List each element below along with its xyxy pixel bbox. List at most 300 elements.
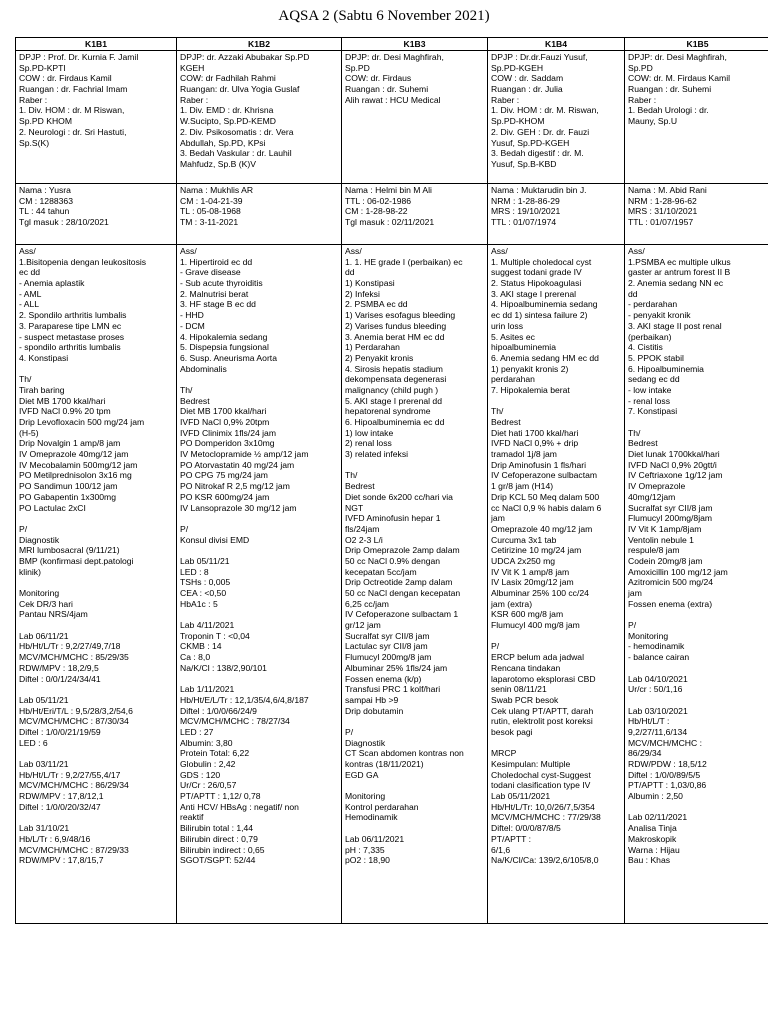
text-line: RDW/PDW : 18,5/12 xyxy=(628,759,707,769)
text-line: Drip Aminofusin 1 fls/hari xyxy=(491,459,587,470)
patient-cell xyxy=(625,184,768,245)
text-line: 2. Div. GEH : Dr. dr. Fauzi xyxy=(491,126,590,137)
text-line: DPJP : Dr.dr.Fauzi Yusuf, xyxy=(491,52,588,62)
text-line: P/ xyxy=(491,641,500,652)
text-line: 4. Hipoalbuminemia sedang xyxy=(491,299,598,310)
text-line: RDW/MPV : 18,2/9,5 xyxy=(19,662,99,673)
text-line: 2. Malnutrisi berat xyxy=(180,288,249,299)
text-line: 3. Anemia berat HM ec dd xyxy=(345,331,445,342)
text-line: malignancy (child pugh ) xyxy=(345,384,439,395)
text-line: RDW/MPV : 17,8/15,7 xyxy=(19,855,104,866)
text-line: Diet hati 1700 kkal/hari xyxy=(491,427,579,438)
text-line: GDS : 120 xyxy=(180,769,221,780)
text-line: 2. Status Hipokoagulasi xyxy=(491,278,582,289)
text-line: (H-5) xyxy=(19,427,39,438)
text-line: 1. Multiple choledocal cyst xyxy=(491,256,592,267)
text-line: Albumin: 3,80 xyxy=(180,737,233,748)
text-line: MRI lumbosacral (9/11/21) xyxy=(19,545,120,556)
text-line: 6. Hipoalbuminemia ec dd xyxy=(345,417,445,427)
text-line xyxy=(19,364,173,375)
text-line: Diftel : 1/0/0/21/19/59 xyxy=(19,726,101,737)
notes-cell xyxy=(625,245,768,924)
text-line: Tgl masuk : 02/11/2021 xyxy=(345,217,435,228)
text-line: urin loss xyxy=(491,320,523,331)
text-line: rutin, elektrolit post koreksi xyxy=(491,716,593,727)
text-line: CM : 1-04-21-39 xyxy=(180,195,243,206)
text-line xyxy=(345,460,484,471)
text-line: Diagnostik xyxy=(345,737,386,748)
text-line: Drip Novalgin 1 amp/8 jam xyxy=(19,438,121,449)
text-line: Bedrest xyxy=(345,481,375,492)
text-line: 3) related infeksi xyxy=(345,449,409,460)
text-line: pH : 7,335 xyxy=(345,844,385,855)
text-line: Nama : M. Abid Rani xyxy=(628,185,707,195)
staff-cell xyxy=(342,51,488,184)
text-line xyxy=(628,802,767,813)
text-line: 1. Hipertiroid ec dd xyxy=(180,256,253,267)
text-line: PO Nitrokaf R 2,5 mg/12 jam xyxy=(180,481,290,492)
text-line: - Anemia aplastik xyxy=(19,278,85,289)
text-line: laparotomo eksplorasi CBD xyxy=(491,673,596,684)
text-line: Flumucyl 200mg/8 jam xyxy=(345,652,432,663)
text-line: 6,25 cc/jam xyxy=(345,598,389,609)
text-line: IV Mecobalamin 500mg/12 jam xyxy=(19,459,138,470)
text-line xyxy=(19,620,173,631)
text-line: 1) penyakit kronis 2) xyxy=(491,363,569,374)
text-line: 5. Asites ec xyxy=(491,331,535,342)
text-line: Bedrest xyxy=(180,395,210,406)
text-line: Nama : Yusra xyxy=(19,185,71,195)
text-line: 7. Hipokalemia berat xyxy=(491,384,570,395)
text-line: perdarahan xyxy=(491,374,535,385)
patient-cell xyxy=(16,184,177,245)
text-line: Kesimpulan: Multiple xyxy=(491,759,571,769)
text-line: Sp.PD-KPTI xyxy=(19,62,66,73)
text-line: Nama : Mukhlis AR xyxy=(180,185,254,195)
text-line xyxy=(180,513,338,524)
text-line: IVFD Aminofusin hepar 1 xyxy=(345,513,441,524)
text-line: COW: dr Fadhilah Rahmi xyxy=(180,73,276,84)
text-line: PO KSR 600mg/24 jam xyxy=(180,491,270,502)
text-line: TTL : 06-02-1986 xyxy=(345,195,412,206)
text-line: Diet sonde 6x200 cc/hari via xyxy=(345,491,453,502)
text-line: CM : 1288363 xyxy=(19,195,73,206)
text-line: 4. Cistitis xyxy=(628,342,663,353)
text-line: Ventolin nebule 1 xyxy=(628,534,694,545)
text-line: TTL : 01/07/1957 xyxy=(628,217,694,228)
text-line: 6/1,6 xyxy=(491,844,511,855)
text-line: MRCP xyxy=(491,748,517,759)
text-line: CKMB : 14 xyxy=(180,641,222,652)
text-line: Ur/cr : 50/1,16 xyxy=(628,684,683,695)
text-line: dd xyxy=(628,288,638,299)
text-line: 2) Varises fundus bleeding xyxy=(345,320,447,331)
text-line: Sucralfat syr CII/8 jam xyxy=(345,630,430,641)
text-line: Ass/ xyxy=(19,246,36,256)
text-line: Hb/Ht/L/Tr : 9,2/27/49,7/18 xyxy=(19,641,121,652)
text-line: MCV/MCH/MCHC : 87/29/33 xyxy=(19,844,129,855)
text-line: DPJP : Prof. Dr. Kurnia F. Jamil xyxy=(19,52,139,62)
text-line xyxy=(180,545,338,556)
text-line xyxy=(491,631,621,642)
text-line: IV Lansoprazole 30 mg/12 jam xyxy=(180,502,297,513)
text-line: Amoxicillin 100 mg/12 jam xyxy=(628,566,728,577)
text-line: 1) Varises esofagus bleeding xyxy=(345,310,456,321)
text-line: Curcuma 3x1 tab xyxy=(491,534,557,545)
text-line: BMP (konfirmasi dept.patologi xyxy=(19,555,134,566)
text-line: Lab 4/11/2021 xyxy=(180,620,235,631)
text-line: Lab 04/10/2021 xyxy=(628,673,688,684)
text-line: 5. PPOK stabil xyxy=(628,352,684,363)
text-line: SGOT/SGPT: 52/44 xyxy=(180,855,256,866)
text-line: Bedrest xyxy=(491,417,521,427)
text-line: Th/ xyxy=(491,406,504,417)
text-line: IVFD NaCl 0,9% 20tpm xyxy=(180,417,270,427)
text-line: - penyakit kronik xyxy=(628,310,691,321)
text-line: IV Cefoperazone sulbactam 1 xyxy=(345,609,459,620)
text-line: Nama : Helmi bin M Ali xyxy=(345,185,432,195)
text-line: IV Omeprazole 40mg/12 jam xyxy=(19,449,129,460)
text-line: - balance cairan xyxy=(628,652,690,663)
text-line: NGT xyxy=(345,502,364,513)
text-line: MCV/MCH/MCHC : 85/29/35 xyxy=(19,652,129,663)
text-line: 3. HF stage B ec dd xyxy=(180,299,256,310)
bed-header: K1B4 xyxy=(488,38,625,51)
text-line: MCV/MCH/MCHC : 78/27/34 xyxy=(180,716,290,727)
text-line xyxy=(345,716,484,727)
text-line xyxy=(19,684,173,695)
text-line: Ass/ xyxy=(345,246,362,256)
text-line: 2) renal loss xyxy=(345,438,392,449)
text-line: Sucralfat syr CII/8 jam xyxy=(628,502,713,513)
text-line: NRM : 1-28-86-29 xyxy=(491,195,560,206)
text-line: Albumin : 2,50 xyxy=(628,791,683,802)
text-line: tramadol 1j/8 jam xyxy=(491,449,557,460)
text-line: Transfusi PRC 1 kolf/hari xyxy=(345,684,441,695)
text-line: Cetirizine 10 mg/24 jam xyxy=(491,545,582,556)
text-line: 5. Dispepsia fungsional xyxy=(180,342,269,353)
text-line: Diet MB 1700 kkal/hari xyxy=(180,406,267,417)
text-line: 1. Div. EMD : dr. Khrisna xyxy=(180,105,274,116)
text-line: Sp.PD-KGEH xyxy=(491,62,544,73)
text-line: 2) Infeksi xyxy=(345,288,380,299)
text-line: Troponin T : <0,04 xyxy=(180,630,250,641)
text-line: PO Sandimun 100/12 jam xyxy=(19,481,118,492)
text-line: LED : 6 xyxy=(19,737,48,748)
text-line: Flumucyl 200mg/8jam xyxy=(628,513,713,524)
text-line: Bilirubin indirect : 0,65 xyxy=(180,844,265,855)
text-line: PO Gabapentin 1x300mg xyxy=(19,491,116,502)
text-line: 1. 1. HE grade I (perbaikan) ec xyxy=(345,256,463,267)
text-line: Bilirubin total : 1,44 xyxy=(180,823,254,834)
text-line xyxy=(19,577,173,588)
text-line: Bilirubin direct : 0,79 xyxy=(180,833,258,844)
text-line: EGD GA xyxy=(345,769,379,780)
text-line: Protein Total: 6,22 xyxy=(180,748,250,759)
text-line: Lab 05/11/21 xyxy=(180,555,230,566)
text-line: KSR 600 mg/8 jam xyxy=(491,609,564,620)
text-line: Analisa Tinja xyxy=(628,823,677,834)
text-line: MCV/MCH/MCHC : xyxy=(628,737,702,748)
text-line: Choledochal cyst-Suggest xyxy=(491,769,591,780)
text-line: KGEH xyxy=(180,62,205,73)
text-line: - renal loss xyxy=(628,395,671,406)
patient-cell xyxy=(177,184,342,245)
page-title: AQSA 2 (Sabtu 6 November 2021) xyxy=(278,8,490,24)
text-line: 1) Konstipasi xyxy=(345,278,395,289)
text-line: Monitoring xyxy=(628,630,669,641)
text-line: Ruangan : dr. Fachrial Imam xyxy=(19,84,128,95)
text-line: Konsul divisi EMD xyxy=(180,534,250,545)
text-line: LED : 27 xyxy=(180,726,214,737)
text-line: 7. Konstipasi xyxy=(628,406,678,417)
text-line xyxy=(180,374,338,385)
text-line: Diftel: 0/0/0/87/8/5 xyxy=(491,823,561,834)
text-line: Sp.PD xyxy=(628,62,653,73)
text-line: Codein 20mg/8 jam xyxy=(628,555,703,566)
text-line: 1. Div. HOM : dr. M. Riswan, xyxy=(491,105,599,116)
text-line: Ruangan : dr. Julia xyxy=(491,84,563,95)
text-line: Cek ulang PT/APTT, darah xyxy=(491,705,594,716)
text-line: cc NaCl 0,9 % habis dalam 6 xyxy=(491,502,602,513)
text-line: Raber : xyxy=(491,94,520,105)
text-line: 50 cc NaCl dengan kecepatan xyxy=(345,588,461,598)
text-line: PO Atorvastatin 40 mg/24 jam xyxy=(180,459,295,470)
text-line: DPJP: dr. Desi Maghfirah, xyxy=(345,52,444,62)
text-line: Th/ xyxy=(628,427,641,438)
text-line: MRS : 19/10/2021 xyxy=(491,206,561,217)
text-line: dd xyxy=(345,267,355,278)
text-line: 86/29/34 xyxy=(628,748,662,759)
text-line: - perdarahan xyxy=(628,299,678,310)
text-line: Rencana tindakan xyxy=(491,662,561,673)
text-line: jam xyxy=(628,588,642,598)
text-line: COW: dr. M. Firdaus Kamil xyxy=(628,73,731,84)
text-line: Th/ xyxy=(180,384,193,395)
text-line: - DCM xyxy=(180,320,205,331)
text-line: 3. AKI stage II post renal xyxy=(628,320,722,331)
text-line: IVFD Clinimix 1fls/24 jam xyxy=(180,427,276,438)
text-line: Hemodinamik xyxy=(345,812,398,823)
text-line: - spondilo arthritis lumbalis xyxy=(19,342,121,353)
text-line: sedang ec dd xyxy=(628,374,680,385)
text-line: PO Lactulac 2xCI xyxy=(19,502,86,513)
text-line: Lab 06/11/2021 xyxy=(345,833,405,844)
text-line xyxy=(628,417,767,428)
text-line: kecepatan 5cc/jam xyxy=(345,566,417,577)
text-line: PT/APTT : xyxy=(491,833,531,844)
text-line: Lab 03/10/2021 xyxy=(628,705,688,716)
text-line: Ca : 8,0 xyxy=(180,652,211,663)
text-line: dekompensata degenerasi xyxy=(345,374,447,385)
text-line: senin 08/11/21 xyxy=(491,684,547,695)
text-line: - AML xyxy=(19,288,42,299)
text-line: respule/8 jam xyxy=(628,545,680,556)
notes-cell xyxy=(342,245,488,924)
text-line: TTL : 01/07/1974 xyxy=(491,217,557,228)
text-line: 1 gr/8 jam (H14) xyxy=(491,481,554,492)
text-line xyxy=(19,812,173,823)
text-line: reaktif xyxy=(180,812,204,823)
text-line: Monitoring xyxy=(19,588,60,598)
text-line: Globulin : 2,42 xyxy=(180,759,236,769)
text-line: PO CPG 75 mg/24 jam xyxy=(180,470,268,481)
text-line: todani clasification type IV xyxy=(491,780,591,791)
header-row xyxy=(16,38,768,51)
text-line: Diftel : 1/0/0/89/5/5 xyxy=(628,769,701,780)
text-line: Hb/Ht/L/T : xyxy=(628,716,670,727)
text-line: Sp.PD-KHOM xyxy=(491,116,545,127)
text-line: pO2 : 18,90 xyxy=(345,855,390,866)
text-line: 3. Paraparese tipe LMN ec xyxy=(19,320,122,331)
text-line: Lab 05/11/21 xyxy=(19,694,69,705)
text-line: MCV/MCH/MCHC : 86/29/34 xyxy=(19,780,129,791)
text-line: Drip Octreotide 2amp dalam xyxy=(345,577,453,588)
notes-cell xyxy=(488,245,625,924)
text-line xyxy=(19,513,173,524)
text-line: IV Vit K 1amp/8jam xyxy=(628,523,702,534)
text-line: Th/ xyxy=(345,470,358,481)
text-line: Raber : xyxy=(628,94,657,105)
text-line: jam (extra) xyxy=(491,598,533,609)
text-line: - hemodinamik xyxy=(628,641,685,652)
text-line: 1.PSMBA ec multiple ulkus xyxy=(628,256,731,267)
text-line: - Grave disease xyxy=(180,267,241,278)
text-line: Lab 03/11/21 xyxy=(19,759,69,769)
text-line: P/ xyxy=(180,523,189,534)
text-line: 9,2/27/11,6/134 xyxy=(628,726,688,737)
text-line: Na/K/Cl/Ca: 139/2,6/105/8,0 xyxy=(491,855,599,866)
bed-header: K1B2 xyxy=(177,38,342,51)
text-line: Diftel : 1/0/0/20/32/47 xyxy=(19,801,101,812)
text-line: Flumucyl 400 mg/8 jam xyxy=(491,620,580,631)
text-line xyxy=(19,748,173,759)
text-line: 5. AKI stage I prerenal dd xyxy=(345,395,442,406)
text-line: 6. Susp. Aneurisma Aorta xyxy=(180,352,277,363)
text-line: (perbaikan) xyxy=(628,331,672,342)
text-line: IVFD NaCl 0,9% + drip xyxy=(491,438,579,449)
text-line: Ur/Cr : 26/0,57 xyxy=(180,780,237,791)
text-line: - low intake xyxy=(628,384,672,395)
bed-header: K1B1 xyxy=(16,38,177,51)
text-line: TM : 3-11-2021 xyxy=(180,217,239,228)
text-line: Azitromicin 500 mg/24 xyxy=(628,577,714,588)
text-line: PT/APTT : 1,12/ 0,78 xyxy=(180,791,261,802)
text-line: - ALL xyxy=(19,299,40,310)
staff-cell xyxy=(625,51,768,184)
text-line: Hb/Ht/L/Tr : 9,2/27/55,4/17 xyxy=(19,769,121,780)
text-line: Ass/ xyxy=(491,246,508,256)
text-line: 6. Anemia sedang HM ec dd xyxy=(491,352,599,363)
text-line: Ass/ xyxy=(628,246,645,256)
text-line: Diet MB 1700 kkal/hari xyxy=(19,395,106,406)
text-line: DPJP: dr. Desi Maghfirah, xyxy=(628,52,727,62)
text-line: MCV/MCH/MCHC : 77/29/38 xyxy=(491,812,601,823)
text-line: besok pagi xyxy=(491,726,533,737)
text-line: P/ xyxy=(19,523,28,534)
text-line: LED : 8 xyxy=(180,566,209,577)
text-line: jam xyxy=(491,513,505,524)
text-line: Lab 06/11/21 xyxy=(19,630,69,641)
text-line: TL : 44 tahun xyxy=(19,206,70,217)
text-line: Cek DR/3 hari xyxy=(19,598,73,609)
text-line: Ruangan: dr. Ulva Yogia Guslaf xyxy=(180,84,300,95)
text-line: UDCA 2x250 mg xyxy=(491,555,556,566)
text-line: 6. Hipoalbuminemia xyxy=(628,363,704,374)
staff-cell xyxy=(16,51,177,184)
text-line: PO Metilprednisolon 3x16 mg xyxy=(19,470,132,481)
text-line: 2. Div. Psikosomatis : dr. Vera xyxy=(180,126,294,137)
text-line xyxy=(180,674,338,685)
text-line: CEA : <0,50 xyxy=(180,588,227,598)
text-line: P/ xyxy=(345,726,354,737)
text-line: Hb/Ht/Eri/T/L : 9,5/28/3,2/54,6 xyxy=(19,705,133,716)
text-line xyxy=(345,780,484,791)
text-line: ec dd xyxy=(19,267,41,278)
text-line: Pantau NRS/4jam xyxy=(19,609,88,620)
text-line: 50 cc NaCl 0.9% dengan xyxy=(345,555,441,566)
staff-cell xyxy=(488,51,625,184)
text-line: 2. Spondilo arthritis lumbalis xyxy=(19,310,127,321)
text-line: Yusuf, Sp.B-KBD xyxy=(491,158,557,169)
text-line: 1) Perdarahan xyxy=(345,342,400,353)
text-line: NRM : 1-28-96-62 xyxy=(628,195,697,206)
notes-row xyxy=(16,245,768,924)
text-line: Hb/L/Tr : 6,9/48/16 xyxy=(19,833,91,844)
text-line xyxy=(345,823,484,834)
text-line: 3. Bedah digestif : dr. M. xyxy=(491,148,584,159)
text-line: 4. Konstipasi xyxy=(19,352,69,363)
text-line: Lab 02/11/2021 xyxy=(628,812,688,823)
text-line: gaster ar antrum forest II B xyxy=(628,267,731,278)
text-line: hepatorenal syndrome xyxy=(345,406,431,417)
text-line: Drip Levofloxacin 500 mg/24 jam xyxy=(19,417,145,427)
text-line: Hb/Ht/E/L/Tr : 12,1/35/4,6/4,8/187 xyxy=(180,694,309,705)
text-line: Drip Omeprazole 2amp dalam xyxy=(345,545,460,556)
text-line: COW: dr. Firdaus xyxy=(345,73,412,84)
text-line: Th/ xyxy=(19,374,32,385)
text-line: sampai Hb >9 xyxy=(345,694,399,705)
text-line: suggest todani grade IV xyxy=(491,267,582,278)
text-line: Abdullah, Sp.PD, KPsi xyxy=(180,137,266,148)
text-line: IV Ceftriaxone 1g/12 jam xyxy=(628,470,723,481)
text-line: 3. Bedah Vaskular : dr. Lauhil xyxy=(180,148,292,159)
text-line: Diftel : 0/0/1/24/34/41 xyxy=(19,673,101,684)
text-line: 2. PSMBA ec dd xyxy=(345,299,408,310)
text-line: gr/12 jam xyxy=(345,620,381,631)
text-line xyxy=(628,663,767,674)
text-line: CM : 1-28-98-22 xyxy=(345,206,408,217)
text-line: CT Scan abdomen kontras non xyxy=(345,748,464,759)
text-line: Drip dobutamin xyxy=(345,705,404,716)
bed-header: K1B3 xyxy=(342,38,488,51)
text-line: 1) low intake xyxy=(345,427,394,438)
text-line: Lactulac syr CII/8 jam xyxy=(345,641,428,652)
text-line: IV Vit K 1 amp/8 jam xyxy=(491,566,570,577)
text-line: Mauny, Sp.U xyxy=(628,116,678,127)
text-line: O2 2-3 L/i xyxy=(345,534,383,545)
text-line: Alih rawat : HCU Medical xyxy=(345,94,441,105)
text-line: 1. Bedah Urologi : dr. xyxy=(628,105,709,116)
text-line: Bedrest xyxy=(628,438,658,449)
text-line: Anti HCV/ HBsAg : negatif/ non xyxy=(180,801,299,812)
text-line: Abdominalis xyxy=(180,363,227,374)
patient-row xyxy=(16,184,768,245)
text-line: Hb/Ht/L/Tr: 10,0/26/7,5/354 xyxy=(491,801,595,812)
text-line: IV Metoclopramide ½ amp/12 jam xyxy=(180,449,309,460)
text-line: PT/APTT : 1,03/0,86 xyxy=(628,780,707,791)
text-line: HbA1c : 5 xyxy=(180,598,218,609)
